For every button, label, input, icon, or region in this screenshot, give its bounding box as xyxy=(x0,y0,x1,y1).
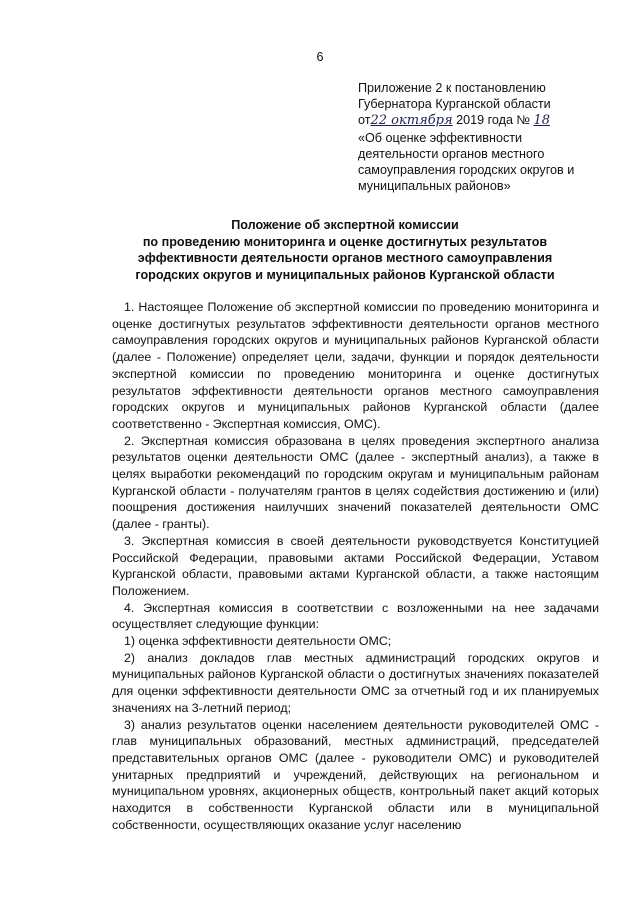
document-title xyxy=(110,217,580,283)
handwritten-date: 22 октября xyxy=(370,113,453,129)
document-body xyxy=(112,299,599,834)
title-line-1: Положение об экспертной комиссии xyxy=(231,218,459,232)
appendix-line-4: «Об оценке эффективности xyxy=(358,130,523,145)
paragraph-function-1: 1) оценка эффективности деятельности ОМС; xyxy=(124,634,392,649)
page-number: 6 xyxy=(316,50,324,64)
appendix-line-6: самоуправления городских округов и xyxy=(358,163,575,178)
paragraph-function-2: 2) анализ докладов глав местных администраций городских округов и муниципальных районов Курганской области о достигнутых значениях показателей для оценки эффективности деятельности ОМС за отчетный год и их планируемых значениях на 3-летний период; xyxy=(112,650,599,715)
appendix-line-5: деятельности органов местного xyxy=(358,146,545,161)
appendix-date-middle: 2019 года № xyxy=(456,113,530,128)
appendix-line-1: Приложение 2 к постановлению xyxy=(358,81,546,95)
appendix-line-2: Губернатора Курганской области xyxy=(358,97,551,112)
paragraph-1: 1. Настоящее Положение об экспертной комиссии по проведению мониторинга и оценке достигнутых результатов эффективности деятельности органов местного самоуправления городских округов и муниципальных районов Курганской области (далее - Положение) определяет цели, задачи, функции и порядок деятельности экспертной комиссии по проведению мониторинга и оценке достигнутых результатов эффективности деятельности органов местного самоуправления городских округов и муниципальных районов Курганской области (далее соответственно - Экспертная комиссия, ОМС). xyxy=(112,300,599,431)
appendix-date-prefix: от xyxy=(358,113,371,128)
appendix-line-3 xyxy=(358,112,608,129)
paragraph-2: 2. Экспертная комиссия образована в целях проведения экспертного анализа результатов оценки деятельности ОМС (далее - экспертный анализ), а также в целях выработки рекомендаций по городским округам и муниципальным районам Курганской области - получателям грантов в целях содействия достижению и (или) поощрения достижения наилучших значений показателей деятельности ОМС (далее - гранты). xyxy=(112,433,599,532)
paragraph-4: 4. Экспертная комиссия в соответствии с возложенными на нее задачами осуществляет следующие функции: xyxy=(112,600,599,632)
handwritten-number: 18 xyxy=(533,113,551,129)
appendix-header xyxy=(358,80,608,194)
title-line-4: городских округов и муниципальных районов Курганской области xyxy=(135,267,555,282)
title-line-3: эффективности деятельности органов местного самоуправления xyxy=(137,251,553,265)
paragraph-function-3: 3) анализ результатов оценки населением деятельности руководителей ОМС - глав муниципальных образований, местных администраций, председателей представительных органов ОМС (далее - руководители ОМС) и руководителей унитарных предприятий и учреждений, действующих на региональном и муниципальном уровнях, акционерных обществ, контрольный пакет акций которых находится в собственности Курганской области или в муниципальной собственности, осуществляющих оказание услуг населению xyxy=(112,717,599,832)
title-line-2: по проведению мониторинга и оценке достигнутых результатов xyxy=(142,234,548,249)
appendix-line-7: муниципальных районов» xyxy=(358,179,511,194)
paragraph-3: 3. Экспертная комиссия в своей деятельности руководствуется Конституцией Российской Федерации, правовыми актами Российской Федерации, Уставом Курганской области, правовыми актами Курганской области, а также настоящим Положением. xyxy=(112,533,599,598)
